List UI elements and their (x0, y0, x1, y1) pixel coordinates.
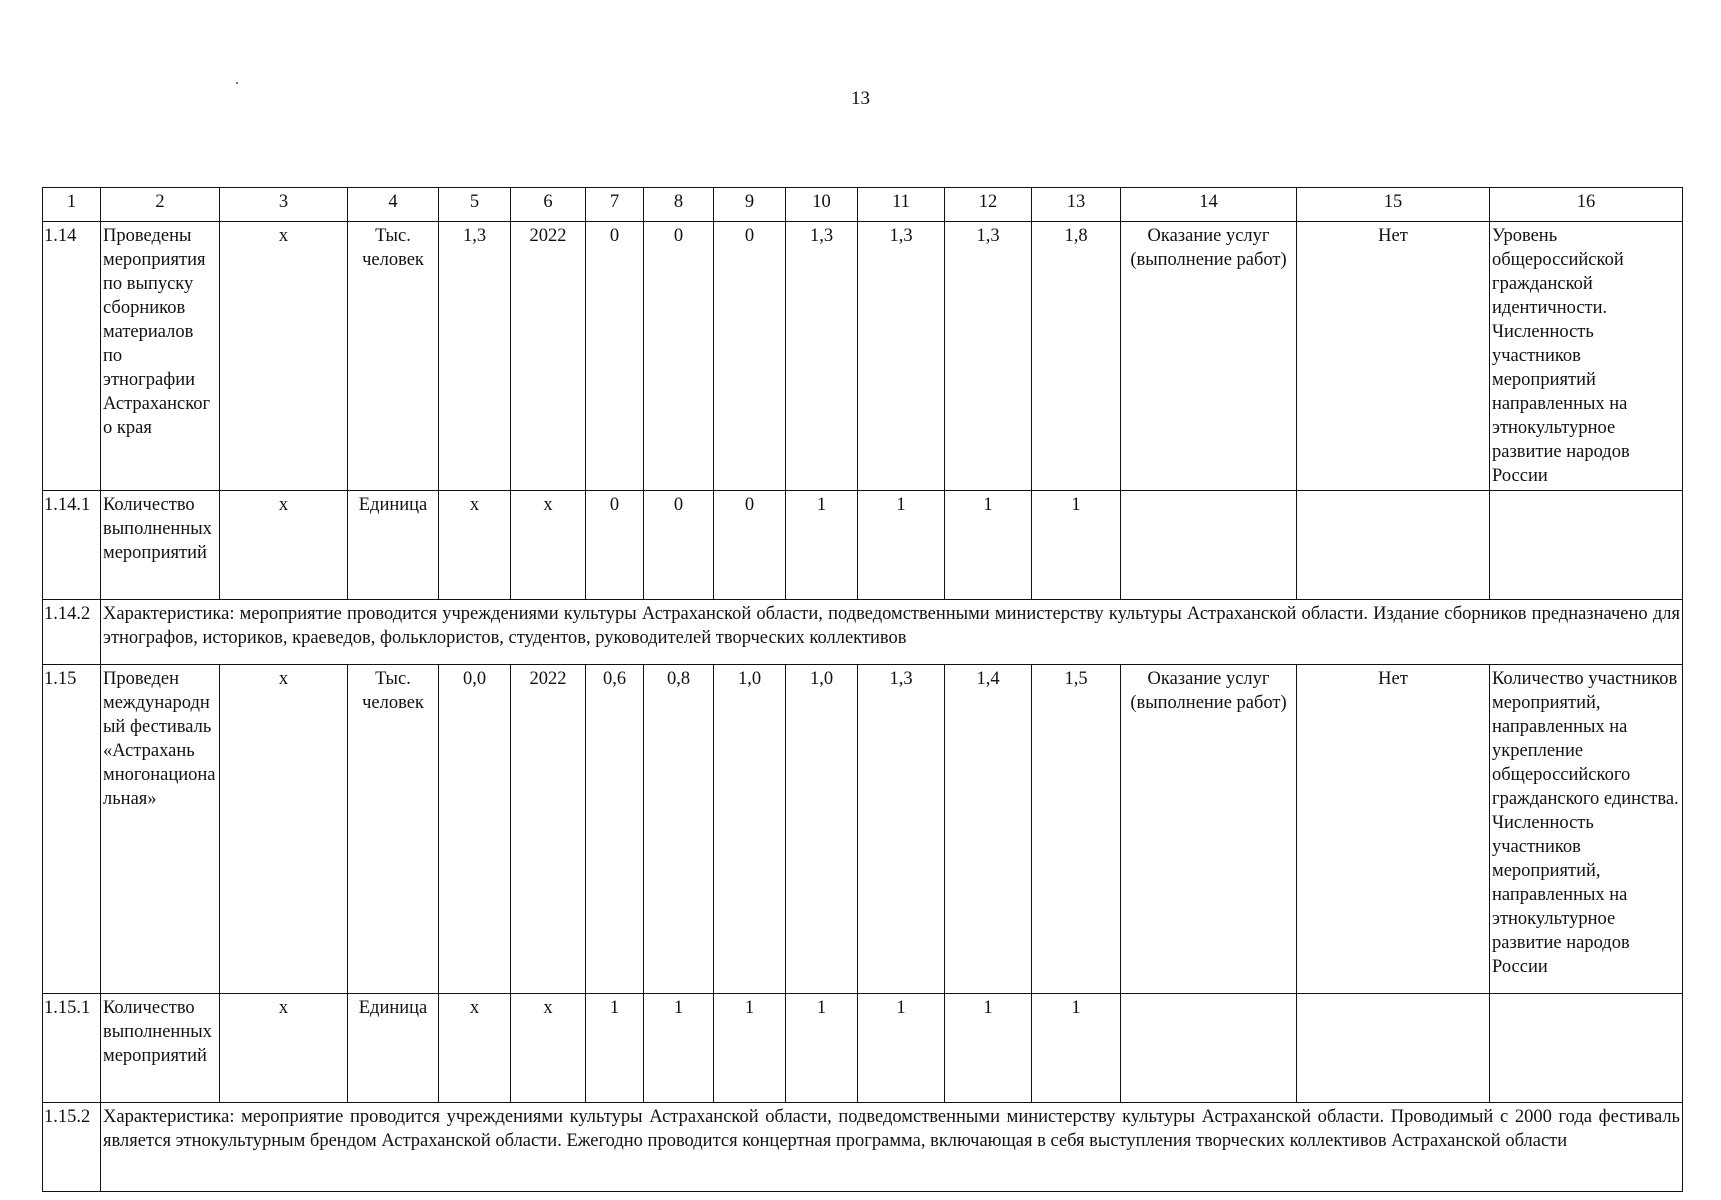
table-row (43, 491, 1683, 600)
cell: 1 (714, 994, 786, 1103)
cell: 1,3 (439, 222, 511, 491)
header-cell: 4 (348, 188, 439, 222)
cell: x (220, 994, 348, 1103)
cell: 1 (644, 994, 714, 1103)
indicator-cell (1490, 994, 1683, 1103)
unit-cell: Единица (348, 994, 439, 1103)
cell: x (511, 994, 586, 1103)
cell: 1 (786, 491, 858, 600)
row-name: Проведен международный фестиваль «Астрахань многонациональная» (101, 665, 220, 994)
cell: 1,0 (786, 665, 858, 994)
row-name: Проведены мероприятия по выпуску сборников материалов по этнографии Астраханского края (101, 222, 220, 491)
cell: Нет (1297, 665, 1490, 994)
header-cell: 7 (586, 188, 644, 222)
table-row (43, 1103, 1683, 1192)
unit-cell: Единица (348, 491, 439, 600)
cell: 1,5 (1032, 665, 1121, 994)
header-cell: 13 (1032, 188, 1121, 222)
row-id: 1.15.2 (43, 1103, 101, 1192)
header-cell: 3 (220, 188, 348, 222)
cell: x (439, 994, 511, 1103)
cell: 1,8 (1032, 222, 1121, 491)
unit-cell: Тыс. человек (348, 222, 439, 491)
header-cell: 10 (786, 188, 858, 222)
cell: 1 (786, 994, 858, 1103)
cell: 1 (1032, 491, 1121, 600)
cell: x (439, 491, 511, 600)
cell: 1 (586, 994, 644, 1103)
header-cell: 15 (1297, 188, 1490, 222)
cell: 0 (644, 491, 714, 600)
cell: 1 (945, 994, 1032, 1103)
unit-cell: Тыс. человек (348, 665, 439, 994)
indicator-cell: Количество участников мероприятий, направленных на укрепление общероссийского гражданского единства. Численность участников мероприятий, направленных на этнокультурное развитие народов России (1490, 665, 1683, 994)
header-cell: 14 (1121, 188, 1297, 222)
table-row (43, 665, 1683, 994)
row-id: 1.15.1 (43, 994, 101, 1103)
table-row (43, 222, 1683, 491)
type-cell: Оказание услуг (выполнение работ) (1121, 665, 1297, 994)
cell: 1,3 (858, 665, 945, 994)
cell: 0 (644, 222, 714, 491)
cell: 1,3 (858, 222, 945, 491)
type-cell: Оказание услуг (выполнение работ) (1121, 222, 1297, 491)
scan-speck (236, 82, 238, 84)
cell: 1 (858, 994, 945, 1103)
cell: 0 (586, 491, 644, 600)
header-cell: 1 (43, 188, 101, 222)
cell: 1 (945, 491, 1032, 600)
cell: 0 (586, 222, 644, 491)
indicator-cell (1490, 491, 1683, 600)
header-cell: 8 (644, 188, 714, 222)
header-cell: 16 (1490, 188, 1683, 222)
row-name: Количество выполненных мероприятий (101, 491, 220, 600)
cell: 1,3 (945, 222, 1032, 491)
header-cell: 9 (714, 188, 786, 222)
header-cell: 2 (101, 188, 220, 222)
cell (1297, 994, 1490, 1103)
row-name: Количество выполненных мероприятий (101, 994, 220, 1103)
cell: x (220, 491, 348, 600)
header-cell: 5 (439, 188, 511, 222)
characteristic-text: Характеристика: мероприятие проводится учреждениями культуры Астраханской области, подведомственными министерству культуры Астраханской области. Издание сборников предназначено для этнографов, историков, краеведов, фольклористов, студентов, руководителей творческих коллективов (101, 600, 1683, 665)
row-id: 1.14.2 (43, 600, 101, 665)
cell: 1,3 (786, 222, 858, 491)
cell: 0,6 (586, 665, 644, 994)
cell: 1 (1032, 994, 1121, 1103)
type-cell (1121, 994, 1297, 1103)
table-row (43, 600, 1683, 665)
cell: x (511, 491, 586, 600)
column-number-row (43, 188, 1683, 222)
cell: 2022 (511, 222, 586, 491)
header-cell: 11 (858, 188, 945, 222)
row-id: 1.15 (43, 665, 101, 994)
row-id: 1.14 (43, 222, 101, 491)
cell: 0,0 (439, 665, 511, 994)
type-cell (1121, 491, 1297, 600)
measures-table (42, 187, 1683, 1192)
cell: 1 (858, 491, 945, 600)
indicator-cell: Уровень общероссийской гражданской идентичности. Численность участников мероприятий направленных на этнокультурное развитие народов России (1490, 222, 1683, 491)
page-number: 13 (851, 88, 870, 109)
cell: x (220, 665, 348, 994)
cell: 2022 (511, 665, 586, 994)
cell (1297, 491, 1490, 600)
header-cell: 12 (945, 188, 1032, 222)
header-cell: 6 (511, 188, 586, 222)
characteristic-text: Характеристика: мероприятие проводится учреждениями культуры Астраханской области, подведомственными министерству культуры Астраханской области. Проводимый с 2000 года фестиваль является этнокультурным брендом Астраханской области. Ежегодно проводится концертная программа, включающая в себя выступления творческих коллективов Астраханской области (101, 1103, 1683, 1192)
cell: 0 (714, 491, 786, 600)
cell: 1,4 (945, 665, 1032, 994)
cell: 1,0 (714, 665, 786, 994)
row-id: 1.14.1 (43, 491, 101, 600)
cell: 0 (714, 222, 786, 491)
table-row (43, 994, 1683, 1103)
cell: 0,8 (644, 665, 714, 994)
cell: x (220, 222, 348, 491)
cell: Нет (1297, 222, 1490, 491)
